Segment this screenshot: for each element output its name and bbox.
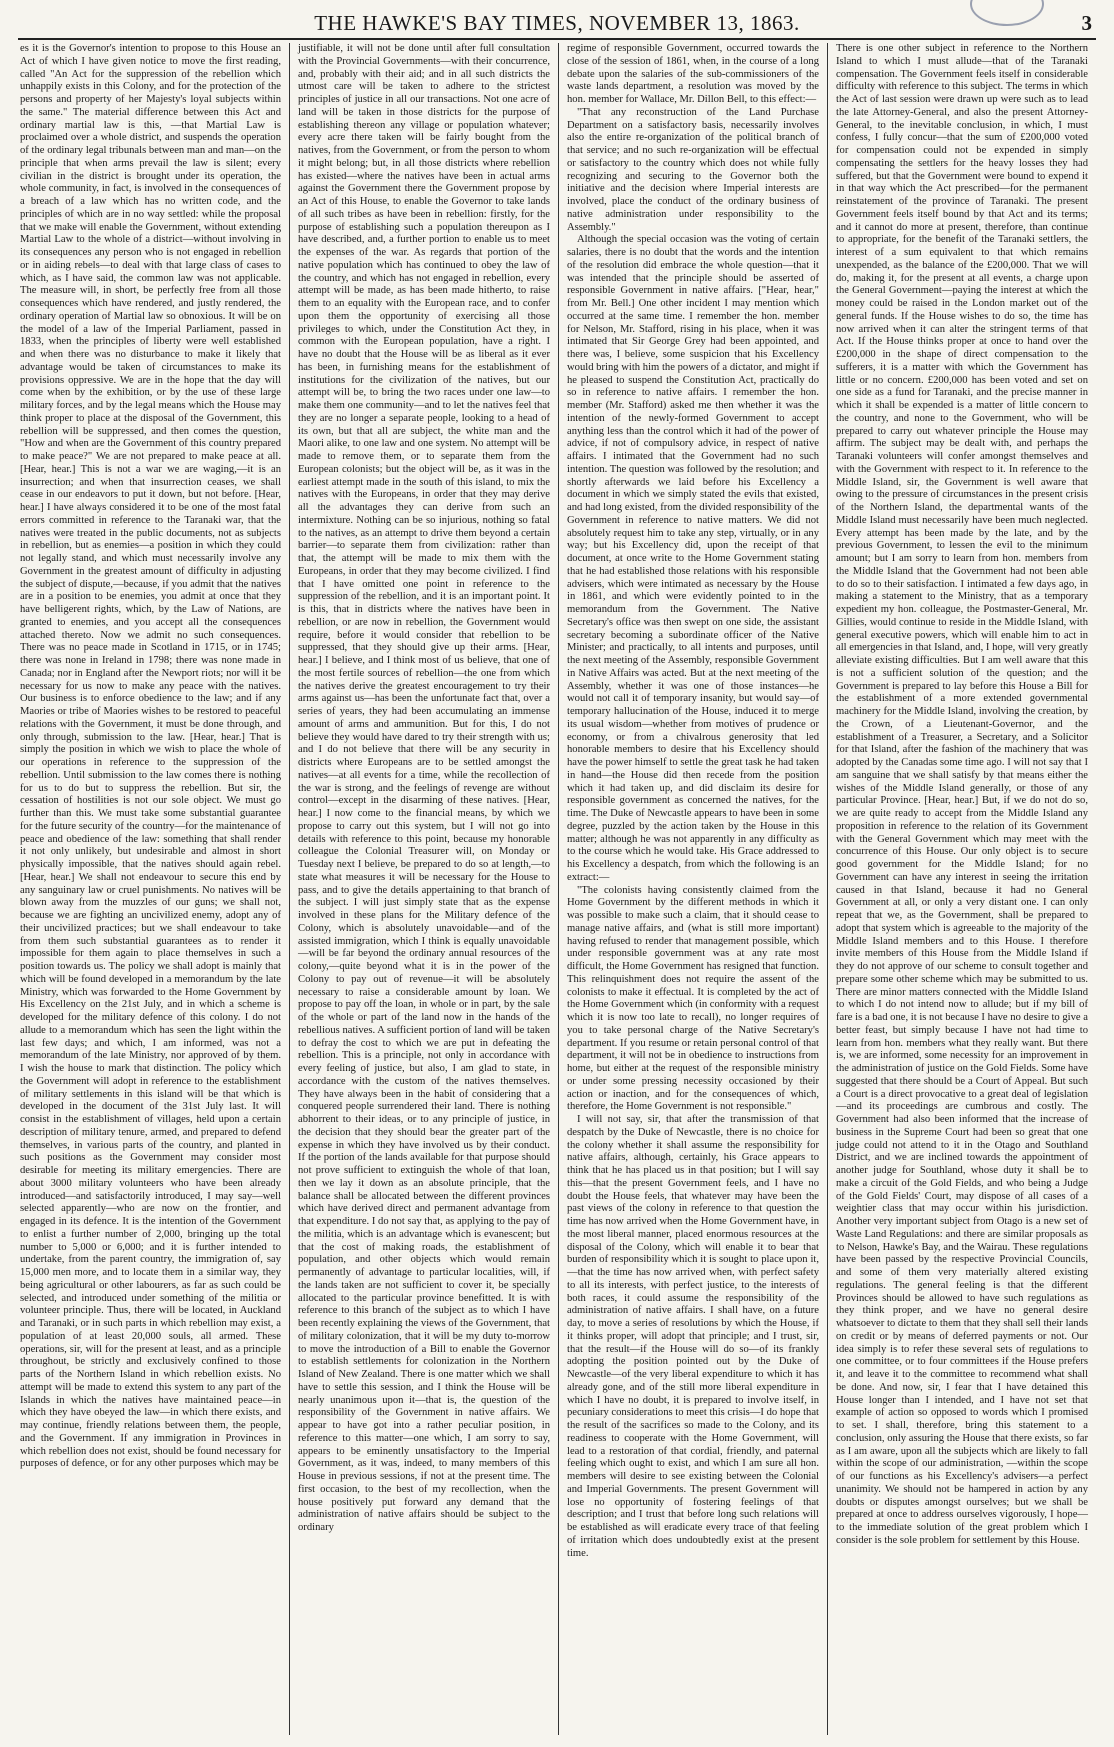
column-paragraph: regime of responsible Government, occurred towards the close of the session of 1861, when, in the course of a long debate upon the salaries of the sub-commissioners of the waste lands department, a resolution was moved by the hon. member for Wallace, Mr. Dillon Bell, to this effect:— xyxy=(567,43,819,105)
column-paragraph: justifiable, it will not be done until after full consultation with the Provincial Governments—with their concurrence, and, probably with their aid; and in all such districts the utmost care will be taken to adhere to the strictest principles of justice in all our transactions. Not one acre of land will be taken in those districts for the purpose of establishing thereon any village or population whatever; every acre there taken will be fairly bought from the natives, from the Government, or from the person to whom it might belong; but, in all those districts where rebellion has existed—where the natives have been in actual arms against the Government there the Government propose by an Act of this House, to enable the Governor to take lands of all such tribes as have been in rebellion: firstly, for the purpose of establishing such a population thereupon as I have described, and, a further portion to enable us to meet the expenses of the war. As regards that portion of the native population which has continued to obey the law of the country, and which has not engaged in rebellion, every attempt will be made, as has been made hitherto, to raise them to an equality with the European race, and to confer upon them the opportunity of exercising all those privileges to which, under the Constitution Act they, in common with the European population, have a right. I have no doubt that the House will be as liberal as it ever has been, in furnishing means for the establishment of institutions for the civilization of the natives, but our attempt will be, to bring the two races under one law—to make them one community—and to let the natives feel that they are no longer a separate people, looking to a head of its own, but that all are subject, the white man and the Maori alike, to one law and one system. No attempt will be made to remove them, or to separate them from the European colonists; but the object will be, as it was in the earliest attempt made in the south of this island, to mix the natives with the Europeans, in order that they may derive all the advantages they can derive from such an intermixture. Nothing can be so injurious, nothing so fatal to the natives, as an attempt to drive them beyond a certain barrier—to separate them from civilization: rather than that, the attempt will be made to mix them with the Europeans, in order that they may become civilized. I find that I have omitted one point in reference to the suppression of the rebellion, and it is an important point. It is this, that in districts where the natives have been in rebellion, or are now in rebellion, the Government would require, before it would consider that rebellion to be suppressed, that they should give up their arms. [Hear, hear.] I believe, and I think most of us believe, that one of the most fertile sources of rebellion—the one from which the natives derive the greatest encouragement to try their arms against us—has been the unfortunate fact that, over a series of years, they had been accumulating an immense amount of arms and ammunition. But for this, I do not believe they would have dared to try their strength with us; and I do not believe that there will be any security in districts where Europeans are to be settled amongst the natives—at all events for a time, while the recollection of the war is strong, and the feelings of revenge are without control—except in the disarming of these natives. [Hear, hear.] I now come to the financial means, by which we propose to carry out this system, but I will not go into details with reference to this point, because my honorable colleague the Colonial Treasurer will, on Monday or Tuesday next I believe, be prepared to do so at length,—to state what measures it will be necessary for the House to pass, and to give the details appertaining to that branch of the subject. I will just simply state that as the expense involved in these plans for the Military defence of the Colony, which is absolutely unavoidable—and of the assisted immigration, which I think is equally unavoidable—will be far beyond the ordinary annual resources of the colony,—quite beyond what it is in the power of the Colony to pay out of revenue—it will be absolutely necessary to raise a considerable amount by loan. We propose to pay off the loan, in whole or in part, by the sale of the whole or part of the land now in the hands of the rebellious natives. A sufficient portion of land will be taken to defray the cost to which we are put in defeating the rebellion. This is a principle, not only in accordance with every feeling of justice, but also, I am glad to state, in accordance with the custom of the natives themselves. They have always been in the habit of considering that a conquered people surrendered their land. There is nothing abhorrent to their ideas, or to any principle of justice, in the decision that they should bear the greater part of the expense in which they have involved us by their conduct. If the portion of the lands available for that purpose should not prove sufficient to extinguish the whole of that loan, then we lay it down as an absolute principle, that the balance shall be allocated between the different provinces which have derived direct and permanent advantage from that expenditure. I do not say that, as applying to the pay of the militia, which is an advantage which is evanescent; but that the cost of making roads, the establishment of population, and other objects which would remain permanently of advantage to particular localities, will, if the lands taken are not sufficient to cover it, be specially allocated to the particular province benefitted. It is with reference to this branch of the subject as to which I have been recently explaining the views of the Government, that of military colonization, that it will be my duty to-morrow to move the introduction of a Bill to enable the Governor to establish settlements for colonization in the Northern Island of New Zealand. There is one matter which we shall have to settle this session, and I think the House will be nearly unanimous upon it—that is, the question of the responsibility of the Government in native affairs. We appear to have got into a rather peculiar position, in reference to this matter—one which, I am sorry to say, appears to be eminently unsatisfactory to the Imperial Government, as it was, indeed, to many members of this House in previous sessions, if not at the present time. The first occasion, to the best of my recollection, when the house positively put forward any demand that the administration of native affairs should be subject to the ordinary xyxy=(298,43,550,1533)
column-2 xyxy=(289,43,558,1735)
column-3 xyxy=(558,43,827,1735)
column-paragraph: There is one other subject in reference to the Northern Island to which I must allude—that of the Taranaki compensation. The Government feels itself in considerable difficulty with reference to this subject. The terms in which the Act of last session were drawn up were such as to lead the late Attorney-General, and also the present Attorney-General, to the inevitable conclusion, in which, I must confess, I fully concur—that the sum of £200,000 voted for compensation could not be expended in simply compensating the settlers for the heavy losses they had suffered, but that the Government were bound to expend it in that way which the Act prescribed—for the permanent reinstatement of the province of Taranaki. The present Government feels itself bound by that Act and its terms; and it cannot do more at present, therefore, than continue to appropriate, for the benefit of the Taranaki settlers, the interest of a sum equivalent to that which remains unexpended, as the balance of the £200,000. That we will do, making it, for the present at all events, a charge upon the General Government—paying the interest at which the money could be raised in the London market out of the general funds. If the House wishes to do so, the time has now arrived when it can alter the stringent terms of that Act. If the House thinks proper at once to hand over the £200,000 in the shape of direct compensation to the sufferers, it is a matter with which the Government has little or no concern. £200,000 has been voted and set on one side as a fund for Taranaki, and the precise manner in which it shall be expended is a matter of little concern to the country, and none to the Government, who will be prepared to carry out whatever principle the House may affirm. The subject may be dealt with, and perhaps the Taranaki volunteers will confer amongst themselves and with the Government with respect to it. In reference to the Middle Island, sir, the Government is well aware that owing to the pressure of circumstances in the present crisis of the Northern Island, the departmental wants of the Middle Island must necessarily have been much neglected. Every attempt has been made by the late, and by the previous Government, to lessen the evil to the minimum amount; but I am sorry to learn from hon. members from the Middle Island that the Government had not been able to do so to their satisfaction. I intimated a few days ago, in making a statement to the Ministry, that as a temporary expedient my hon. colleague, the Postmaster-General, Mr. Gillies, would continue to reside in the Middle Island, with general executive powers, which will enable him to act in all emergencies in that Island, and, I hope, will very greatly alleviate existing difficulties. But I am well aware that this is not a sufficient solution of the question; and the Government is prepared to lay before this House a Bill for the establishment of a more extended governmental machinery for the Middle Island, involving the creation, by the Crown, of a Lieutenant-Governor, and the establishment of a Treasurer, a Secretary, and a Solicitor for that Island, after the fashion of the machinery that was adopted by the Canadas some time ago. I will not say that I am sanguine that we shall satisfy by that means either the wishes of the Middle Island generally, or those of any particular Province. [Hear, hear.] But, if we do not do so, we are quite ready to accept from the Middle Island any proposition in reference to the relation of its Government with the General Government which may meet with the concurrence of this House. Our only object is to secure good government for the Middle Island; for no Government can have any interest in seeing the irritation caused in that Island, because it had no General Government at all, or only a very distant one. I can only repeat that we, as the Government, shall be prepared to adopt that system which is agreeable to the majority of the Middle Island members and to this House. I therefore invite members of this House from the Middle Island if they do not approve of our scheme to consult together and prepare some other scheme which may be submitted to us. There are minor matters connected with the Middle Island to which I do not intend now to allude; but if my bill of fare is a bad one, it is not because I have no desire to give a better feast, but simply because I have not had time to learn from hon. members what they really want. But there is, we are informed, some necessity for an improvement in the administration of justice on the Gold Fields. Some have suggested that there should be a Court of Appeal. But such a Court is a direct provocative to a great deal of legislation—and its proceedings are cumbrous and costly. The Government had also been informed that the increase of business in the Supreme Court had been so great that one judge could not attend to it in the Otago and Southland District, and we are inclined towards the appointment of another judge for Southland, whose duty it shall be to make a circuit of the Gold Fields, and who being a Judge of the Gold Fields' Court, may dispose of all cases of a weightier class that may occur within his jurisdiction. Another very important subject from Otago is a new set of Waste Land Regulations: and there are similar proposals as to Nelson, Hawke's Bay, and the Wairau. These regulations have been passed by the respective Provincial Councils, and some of them very materially altered existing regulations. The general feeling is that the different Provinces should be allowed to have such regulations as they think proper, and we have no general desire whatsoever to dictate to them that they shall sell their lands on credit or by means of deferred payments or not. Our idea simply is to refer these several sets of regulations to one committee, or to four committees if the House prefers it, and leave it to the committee to recommend what shall be done. And now, sir, I fear that I have detained this House longer than I intended, and I have not set that example of action so opposed to words which I promised to set. I shall, therefore, bring this statement to a conclusion, only assuring the House that there exists, so far as I am aware, upon all the subjects which are likely to fall within the scope of our administration, —within the scope of our functions as his Excellency's advisers—a perfect unanimity. We should not be hampered in action by any doubts or disputes amongst ourselves; but we shall be prepared at once to address ourselves vigorously, I hope—to the immediate solution of the great problem which I consider is the sole problem for settlement by this House. xyxy=(836,43,1088,1546)
newspaper-header xyxy=(18,8,1096,36)
article-columns xyxy=(20,43,1096,1735)
page-number: 3 xyxy=(1081,11,1092,35)
column-paragraph: I will not say, sir, that after the transmission of that despatch by the Duke of Newcastle, there is no choice for the colony whether it shall assume the responsibility for native affairs, although, certainly, his Grace appears to think that he has placed us in that position; but I will say this—that the present Government feels, and I have no doubt the House feels, that whatever may have been the past views of the colony in reference to that question the time has now arrived when the Home Government have, in the most liberal manner, placed enormous resources at the disposal of the Colony, which will enable it to bear that burden of responsibility which it is sought to place upon it,—that the time has now arrived when, with perfect safety to all its interests, with perfect justice, to the interests of both races, it could assume the responsibility of the administration of native affairs. I shall have, on a future day, to move a series of resolutions by which the House, if it thinks proper, will adopt that principle; and I trust, sir, that the result—if the House will do so—of its frankly adopting the position pointed out by the Duke of Newcastle—of the very liberal expenditure to which it has already gone, and of the still more liberal expenditure in which I have no doubt, it is prepared to involve itself, in pecuniary considerations to meet this crisis—I do hope that the result of the sacrifices so made to the Colony, and its readiness to cooperate with the Home Government, will lead to a restoration of that cordial, friendly, and paternal feeling which ought to exist, and which I am sure all hon. members will desire to see existing between the Colonial and Imperial Governments. The present Government will lose no opportunity of fostering feelings of that description; and I trust that before long such relations will be established as will eradicate every trace of that feeling of irritation which does undoubtedly exist at the present time. xyxy=(567,1114,819,1559)
column-paragraph: es it is the Governor's intention to propose to this House an Act of which I have given notice to move the first reading, called "An Act for the suppression of the rebellion which unhappily exists in this Colony, and for the protection of the persons and property of her Majesty's loyal subjects within the same." The material difference between this Act and ordinary martial law is this, —that Martial Law is proclaimed over a whole district, and suspends the operation of the ordinary legal tribunals between man and man—on the principle that when arms prevail the law is silent; every civilian in the district is brought under its operation, the whole community, in fact, is involved in the consequences of a breach of a law which has no written code, and the principles of which are in no way settled: while the proposal that we make will enable the Government, without extending Martial Law to the whole of a district—without involving in its consequences any person who is not engaged in rebellion or in aiding rebels—to deal with that large class of cases to which, as I have said, the common law was not applicable. The measure will, in short, be perfectly free from all those consequences which have rendered, and justly rendered, the ordinary operation of Martial law so obnoxious. It will be on the model of a law of the Imperial Parliament, passed in 1833, when the principles of liberty were well established and when there was no disturbance to make it likely that advantage would be taken of circumstances to make its provisions oppressive. We are in the hope that the day will come when by the exhibition, or by the use of these large military forces, and by the legal means which the House may think proper to place at the disposal of the Government, this rebellion will be suppressed, and then comes the question, "How and when are the Government of this country prepared to make peace?" We are not prepared to make peace at all. [Hear, hear.] This is not a war we are waging,—it is an insurrection; and when that insurrection ceases, we shall cease in our endeavors to put it down, but not before. [Hear, hear.] I have always considered it to be one of the most fatal errors committed in reference to the Taranaki war, that the natives were treated in the public documents, not as subjects in rebellion, but as enemies—a position in which they could not legally stand, and which must necessarily involve any Government in the greatest amount of difficulty in adjusting the subject of dispute,—because, if you admit that the natives are in a position to be enemies, you admit at once that they have belligerent rights, which, by the Law of Nations, are granted to enemies, and you accept all the consequences attached thereto. Now we admit no such consequences. There was no peace made in Scotland in 1715, or in 1745; there was none in Ireland in 1798; there was none made in Canada; nor in England after the Newport riots; nor will it be necessary for us now to make any peace with the natives. Our business is to enforce obedience to the law; and if any Maories or tribe of Maories wishes to be restored to peaceful relations with the Government, it must be done through, and only through, submission to the law. [Hear, hear.] That is simply the position in which we wish to place the whole of our operations in reference to the suppression of the rebellion. Until submission to the law comes there is nothing for us to do but to suppress the rebellion. But sir, the cessation of hostilities is not our sole object. We must go further than this. We must take some substantial guarantee for the future security of the country—for the maintenance of peace and obedience of the law: something that shall render it not only unlikely, but undesirable and almost in short physically impossible, that the natives should again rebel. [Hear, hear.] We shall not endeavour to secure this end by any sanguinary law or cruel punishments. No natives will be blown away from the muzzles of our guns; we shall not, because we are fighting an uncivilized enemy, adopt any of their uncivilized practices; but we shall endeavour to take from them such substantial guarantees as to render it impossible for them again to place themselves in such a position towards us. The policy we shall adopt is mainly that which will be found developed in a memorandum by the late Ministry, which was forwarded to the Home Government by His Excellency on the 21st July, and in which a scheme is developed for the military defence of this colony. I do not allude to a memorandum which has seen the light within the last few days; and which, I am informed, was not a memorandum of the late Ministry, nor approved of by them. I wish the house to mark that distinction. The policy which the Government will adopt in reference to the establishment of military settlements in this island will be that which is developed in the document of the 31st July last. It will consist in the establishment of villages, held upon a certain description of military tenure, armed, and prepared to defend themselves, in various parts of the country, and planted in such positions as the Government may consider most desirable for meeting its military emergencies. There are about 3000 military volunteers who have been already introduced—and satisfactorily introduced, I may say—well selected apparently—who are now on the frontier, and engaged in its defence. It is the intention of the Government to enlist a further number of 2,000, bringing up the total number to 5,000 or 6,000; and it is further intended to undertake, from the parent country, the immigration of, say 15,000 men more, and to locate them in a similar way, they being agricultural or other labourers, as far as such could be selected, and introduced under something of the militia or volunteer principle. Thus, there will be located, in Auckland and Taranaki, or in such parts in which rebellion may exist, a population of at least 20,000 souls, all armed. These operations, sir, will for the present at least, and as a principle throughout, be strictly and exclusively confined to those parts of the Northern Island in which rebellion exists. No attempt will be made to extend this system to any part of the Islands in which the natives have maintained peace—in which they have obeyed the law—in which there exists, and may continue, friendly relations between them, the people, and the Government. If any immigration in Provinces in which rebellion does not exist, should be found necessary for purposes of defence, or for any other purposes which may be xyxy=(20,43,281,1470)
header-rule xyxy=(18,38,1096,40)
column-1 xyxy=(20,43,289,1735)
quoted-despatch: "The colonists having consistently claimed from the Home Government by the different methods in which it was possible to make such a claim, that it should cease to manage native affairs, and (what is still more important) having refused to render that management possible, which under responsible government was at any rate most difficult, the Home Government has resigned that function. This relinquishment does not require the assent of the colonists to make it effectual. It is completed by the act of the Home Government which (in conformity with a request which it is now too late to recall), no longer requires of you to take personal charge of the Native Secretary's department. If you resume or retain personal control of that department, it will not be in obedience to instructions from home, but either at the request of the responsible ministry or under some pressing necessity occasioned by their action or inaction, and for the consequences of which, therefore, the Home Government is not responsible." xyxy=(567,884,819,1113)
column-4 xyxy=(827,43,1096,1735)
quoted-resolution: "That any reconstruction of the Land Purchase Department on a satisfactory basis, necessarily involves also the entire re-organization of the political branch of that service; and no such re-organization will be effectual or satisfactory to the country which does not while fully recognizing and securing to the Governor both the initiative and the decision where Imperial interests are involved, place the conduct of the ordinary business of native administration under responsibility to the Assembly." xyxy=(567,106,819,233)
column-paragraph: Although the special occasion was the voting of certain salaries, there is no doubt that the words and the intention of the resolution did embrace the whole question—that it was intended that the principle should be asserted of responsible Government in native affairs. ["Hear, hear," from Mr. Bell.] One other incident I may mention which occurred at the same time. I remember the hon. member for Nelson, Mr. Stafford, rising in his place, when it was intimated that Sir George Grey had been appointed, and there was, I believe, some suspicion that his Excellency would bring with him the powers of a dictator, and might if he pleased to suspend the Constitution Act, practically do so in reference to native affairs. I remember the hon. member (Mr. Stafford) asked me then whether it was the intention of the newly-formed Government to accept anything less than the control which it had of the power of advice, if not of compulsory advice, in respect of native affairs. I intimated that the Government had no such intention. The question was followed by the resolution; and shortly afterwards we laid before his Excellency a document in which we simply stated the evils that existed, and had long existed, from the divided responsibility of the Government in reference to native matters. We did not absolutely request him to take any step, virtually, or in any way; but his Excellency did, upon the receipt of that document, at once write to the Home Government stating that he had established those relations with his responsible advisers, which were intimated as necessary by the House in 1861, and which were evidently pointed to in the memorandum from the Government. The Native Secretary's office was then swept on one side, the assistant secretary becoming a subordinate officer of the Native Minister; and practically, to all intents and purposes, until the next meeting of the Assembly, responsible Government in Native Affairs was acted. But at the next meeting of the Assembly, whether it was one of those instances—he would not call it of temporary insanity, but would say—of temporary hallucination of the House, induced it to merge its usual wisdom—whether from motives of prudence or economy, or from a chivalrous generosity that led honorable members to desire that his Excellency should have the power himself to settle the great task he had taken in hand—the House did then recede from the position which it had taken up, and did disclaim its desire for responsible government as concerned the natives, for the time. The Duke of Newcastle appears to have been in some degree, puzzled by the action taken by the House in this matter; although he was not apparently in any difficulty as to the course which he would take. His Grace addressed to his Excellency a despatch, from which the following is an extract:— xyxy=(567,234,819,883)
masthead-title: THE HAWKE'S BAY TIMES, NOVEMBER 13, 1863. xyxy=(314,11,800,35)
